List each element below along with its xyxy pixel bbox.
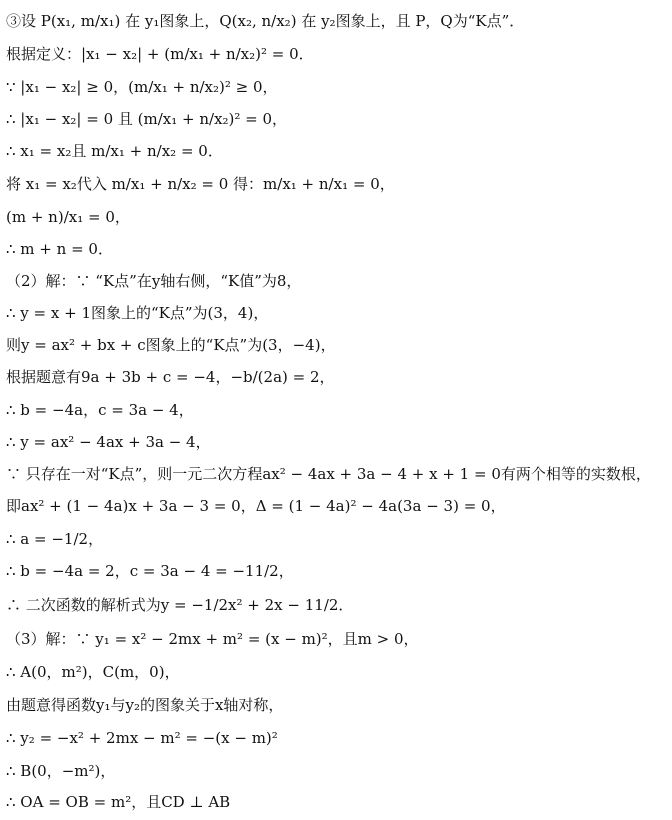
solution-line-12: 根据题意有9a + 3b + c = −4，−b/(2a) = 2，: [6, 368, 335, 386]
solution-line-21: ∴ A(0，m²)，C(m，0)，: [6, 663, 180, 681]
solution-line-4: ∴ |x₁ − x₂| = 0 且 (m/x₁ + n/x₂)² = 0，: [6, 110, 288, 128]
solution-line-9: （2）解：∵ “K点”在y轴右侧，“K值”为8，: [6, 272, 302, 290]
solution-line-14: ∴ y = ax² − 4ax + 3a − 4，: [6, 433, 211, 451]
solution-line-17: ∴ a = −1/2，: [6, 530, 104, 548]
solution-line-16: 即ax² + (1 − 4a)x + 3a − 3 = 0，Δ = (1 − 4a)² − 4a(3a − 3) = 0，: [6, 497, 506, 515]
solution-line-2: 根据定义：|x₁ − x₂| + (m/x₁ + n/x₂)² = 0．: [6, 45, 314, 63]
solution-line-20: （3）解：∵ y₁ = x² − 2mx + m² = (x − m)²，且m > 0，: [6, 630, 419, 648]
solution-line-11: 则y = ax² + bx + c图象上的“K点”为(3，−4)，: [6, 336, 336, 354]
solution-line-13: ∴ b = −4a，c = 3a − 4，: [6, 401, 194, 419]
solution-line-3: ∵ |x₁ − x₂| ≥ 0，(m/x₁ + n/x₂)² ≥ 0，: [6, 78, 278, 96]
solution-line-22: 由题意得函数y₁与y₂的图象关于x轴对称，: [6, 696, 284, 714]
solution-line-18: ∴ b = −4a = 2，c = 3a − 4 = −11/2，: [6, 562, 294, 580]
solution-line-1: ③设 P(x₁, m/x₁) 在 y₁图象上，Q(x₂, n/x₂) 在 y₂图象上，且 P，Q为“K点”．: [6, 12, 525, 30]
solution-line-25: ∴ OA = OB = m²，且CD ⊥ AB: [6, 793, 231, 811]
solution-line-10: ∴ y = x + 1图象上的“K点”为(3，4)，: [6, 304, 269, 322]
solution-line-19: ∴ 二次函数的解析式为y = −1/2x² + 2x − 11/2．: [6, 596, 354, 614]
solution-line-7: (m + n)/x₁ = 0，: [6, 208, 130, 226]
solution-line-15: ∵ 只存在一对“K点”，则一元二次方程ax² − 4ax + 3a − 4 + x + 1 = 0有两个相等的实数根，: [6, 465, 651, 483]
solution-line-6: 将 x₁ = x₂代入 m/x₁ + n/x₂ = 0 得：m/x₁ + n/x₁ = 0，: [6, 175, 395, 193]
solution-line-24: ∴ B(0，−m²)，: [6, 762, 116, 780]
solution-line-5: ∴ x₁ = x₂且 m/x₁ + n/x₂ = 0．: [6, 142, 223, 160]
solution-line-8: ∴ m + n = 0．: [6, 240, 113, 258]
solution-line-23: ∴ y₂ = −x² + 2mx − m² = −(x − m)²: [6, 728, 278, 747]
